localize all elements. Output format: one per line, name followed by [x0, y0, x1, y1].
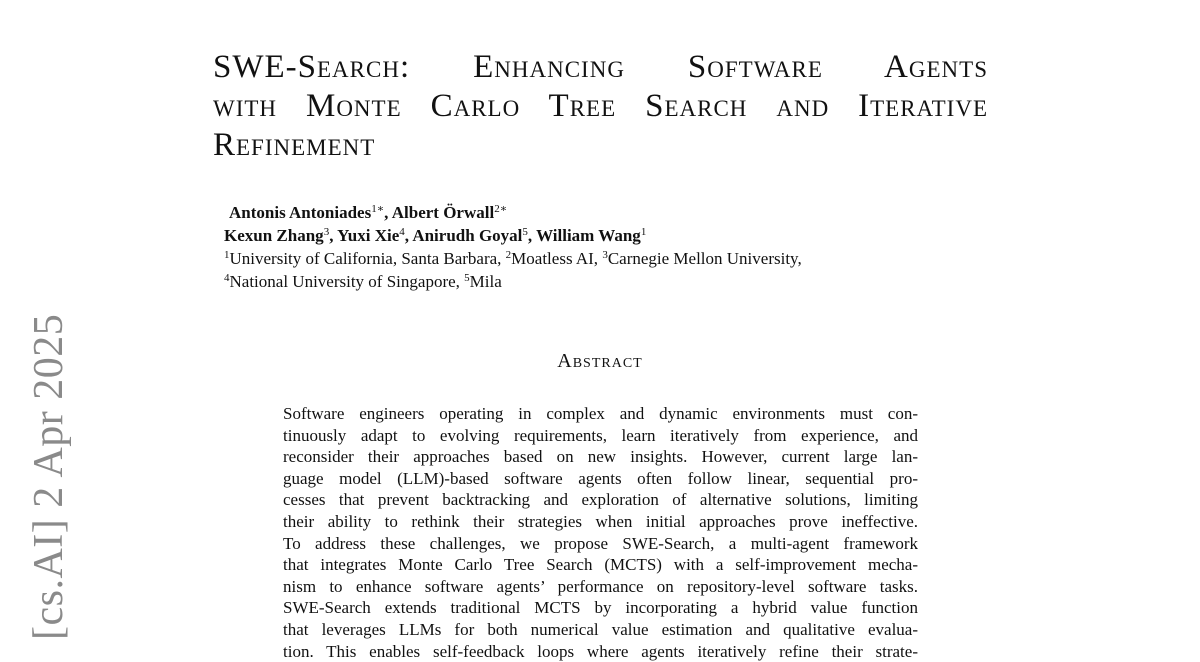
author-name: Antonis Antoniades — [229, 203, 372, 222]
abstract-line: To address these challenges, we propose SWE-Search, a multi-agent framework — [283, 533, 918, 553]
paper-title — [213, 48, 988, 165]
affiliation-name: Moatless AI, — [511, 249, 603, 268]
arxiv-stamp: [cs.AI] 2 Apr 2025 — [26, 313, 72, 640]
title-line: with Monte Carlo Tree Search and Iterative — [213, 88, 988, 124]
abstract-body — [283, 403, 918, 662]
author-block — [224, 201, 944, 293]
title-line: SWE-Search: Enhancing Software Agents — [213, 49, 988, 85]
abstract-line: nism to enhance software agents’ performance on repository-level software tasks. — [283, 576, 918, 596]
affiliation-row — [224, 247, 944, 270]
author-name: Albert Örwall — [391, 203, 495, 222]
affiliation-mark: 2 — [505, 249, 512, 261]
author-mark: 2∗ — [494, 203, 508, 215]
affiliation-name: University of California, Santa Barbara, — [229, 249, 506, 268]
abstract-line: their ability to rethink their strategies when initial approaches prove ineffective. — [283, 511, 918, 531]
abstract-line: tinuously adapt to evolving requirements, learn iteratively from experience, and — [283, 425, 918, 445]
author-separator: , — [329, 226, 338, 245]
affiliation-name: Carnegie Mellon University, — [607, 249, 802, 268]
abstract-line: SWE-Search extends traditional MCTS by incorporating a hybrid value function — [283, 598, 918, 618]
author-name: Kexun Zhang — [224, 226, 324, 245]
author-row — [224, 224, 944, 247]
abstract-line: that leverages LLMs for both numerical value estimation and qualitative evalua- — [283, 619, 918, 639]
abstract-line: cesses that prevent backtracking and exploration of alternative solutions, limiting — [283, 490, 918, 510]
abstract-line: tion. This enables self-feedback loops where agents iteratively refine their strate- — [283, 641, 918, 661]
affiliation-mark: 3 — [602, 249, 608, 261]
author-separator: , — [384, 203, 392, 222]
author-mark: 1 — [640, 226, 647, 238]
author-mark: 1∗ — [371, 203, 385, 215]
author-name: Yuxi Xie — [337, 226, 400, 245]
abstract-heading: Abstract — [557, 350, 643, 372]
author-mark: 3 — [323, 226, 330, 238]
affiliation-mark: 1 — [224, 249, 230, 261]
affiliation-row — [224, 270, 944, 293]
affiliation-mark: 4 — [224, 272, 230, 284]
author-mark: 5 — [522, 226, 528, 238]
author-mark: 4 — [399, 226, 405, 238]
abstract-line: reconsider their approaches based on new insights. However, current large lan- — [283, 447, 918, 467]
title-line: Refinement — [213, 127, 376, 163]
author-separator: , — [527, 226, 537, 245]
affiliation-name: Mila — [469, 272, 502, 291]
author-row — [224, 201, 944, 224]
affiliation-mark: 5 — [464, 272, 470, 284]
author-separator: , — [404, 226, 413, 245]
affiliation-name: National University of Singapore, — [229, 272, 465, 291]
abstract-line: that integrates Monte Carlo Tree Search (MCTS) with a self-improvement mecha- — [283, 555, 918, 575]
author-name: William Wang — [536, 226, 641, 245]
author-name: Anirudh Goyal — [412, 226, 523, 245]
abstract-line: guage model (LLM)-based software agents often follow linear, sequential pro- — [283, 468, 918, 488]
abstract-line: Software engineers operating in complex and dynamic environments must con- — [283, 404, 918, 423]
